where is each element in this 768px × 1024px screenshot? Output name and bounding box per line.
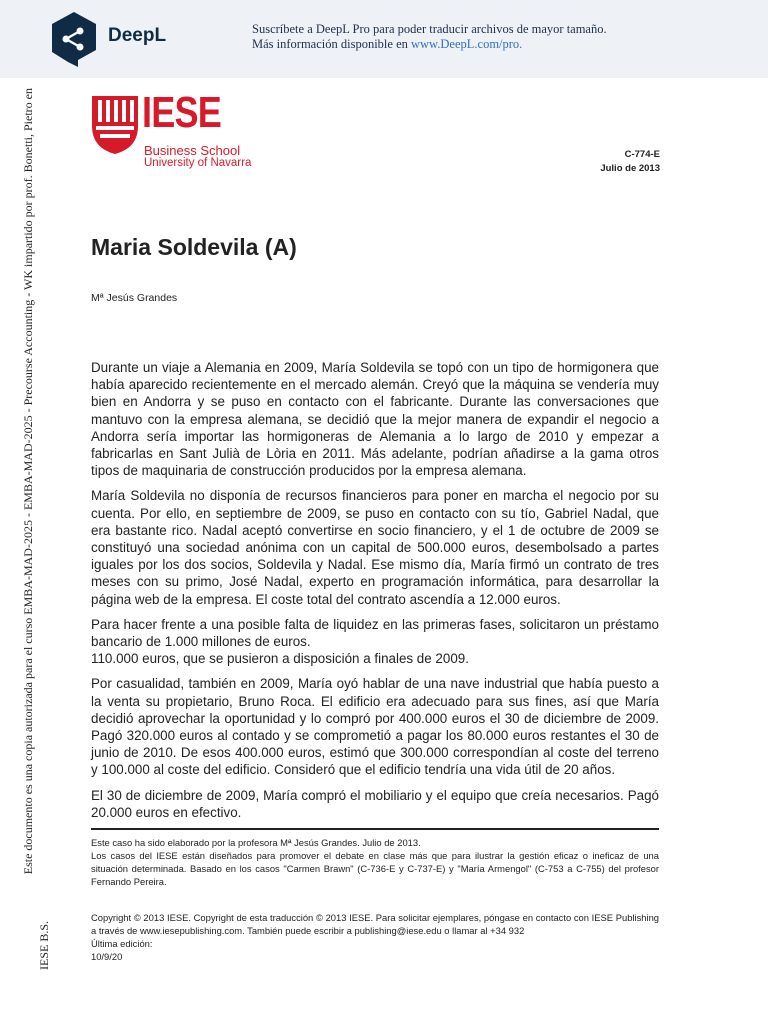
deepl-brand-name: DeepL	[108, 25, 167, 46]
deepl-logo-icon[interactable]	[48, 10, 100, 68]
footnote	[91, 836, 659, 888]
deepl-banner	[0, 0, 768, 78]
copyright-block	[91, 911, 659, 963]
footnote-divider	[91, 828, 659, 830]
document-title: Maria Soldevila (A)	[91, 234, 297, 260]
paragraph-5: Por casualidad, también en 2009, María oyó hablar de una nave industrial que había puesto a la venta su propietario, Bruno Roca. El edificio era adecuado para sus fines, así que María decidió aprovechar la oportunidad y lo compró por 400.000 euros el 30 de diciembre de 2009. Pagó 320.000 euros al contado y se comprometió a pagar los 80.000 euros restantes el 30 de junio de 2010. De esos 400.000 euros, estimó que 300.000 correspondían al coste del terreno y 100.000 al coste del edificio. Consideró que el edificio tendría una vida útil de 20 años.	[91, 676, 659, 778]
deepl-banner-message	[252, 22, 607, 52]
case-date: Julio de 2013	[600, 163, 660, 174]
iese-business-school: Business School	[144, 143, 241, 158]
iese-shield-icon	[92, 96, 138, 154]
side-watermark-text	[20, 88, 54, 970]
paragraph-3: Para hacer frente a una posible falta de liquidez en las primeras fases, solicitaron un préstamo bancario de 1.000 millones de euros.	[91, 616, 659, 650]
banner-line-1: Suscríbete a DeepL Pro para poder traducir archivos de mayor tamaño.	[252, 22, 607, 36]
iese-university: University of Navarra	[144, 157, 252, 169]
watermark-line-1: Este documento es una copia autorizada para el curso EMBA-MAD-2025 - EMBA-MAD-2025 - Precourse Accounting - WK impartido por prof. Bonetti, Pietro en	[21, 88, 35, 875]
paragraph-1: Durante un viaje a Alemania en 2009, María Soldevila se topó con un tipo de hormigonera que había aparecido recientemente en el mercado alemán. Creyó que la máquina se vendería muy bien en Andorra y se puso en contacto con el fabricante. Durante las conversaciones que mantuvo con la empresa alemana, se decidió que la mejor manera de expandir el negocio a Andorra sería importar las hormigoneras de Alemania a lo largo de 2010 y empezar a fabricarlas en Sant Julià de Lòria en 2011. Más adelante, podrían añadirse a la gama otros tipos de maquinaria de construcción producidos por la empresa alemana.	[91, 360, 659, 479]
iese-logo	[92, 88, 252, 174]
side-watermark	[20, 88, 54, 970]
banner-line-2-prefix: Más información disponible en	[252, 37, 411, 51]
case-reference	[600, 148, 660, 176]
watermark-line-2: IESE B.S.	[37, 920, 51, 970]
paragraph-2: María Soldevila no disponía de recursos financieros para poner en marcha el negocio por su cuenta. Por ello, en septiembre de 2009, se puso en contacto con su tío, Gabriel Nadal, que era bastante rico. Nadal aceptó convertirse en socio financiero, y el 1 de octubre de 2009 se constituyó una sociedad anónima con un capital de 500.000 euros, desembolsado a partes iguales por los dos socios, Soldevila y Nadal. Ese mismo día, María firmó un contrato de tres meses con su primo, José Nadal, experto en programación informática, para desarrollar la página web de la empresa. El coste total del contrato ascendía a 12.000 euros.	[91, 488, 659, 607]
banner-line-2	[252, 37, 607, 52]
paragraph-6: El 30 de diciembre de 2009, María compró el mobiliario y el equipo que creía necesarios. Pagó 20.000 euros en efectivo.	[91, 787, 659, 820]
edition-date: 10/9/20	[91, 951, 123, 962]
paragraph-4: 110.000 euros, que se pusieron a disposición a finales de 2009.	[91, 651, 469, 667]
deepl-pro-link[interactable]: www.DeepL.com/pro.	[411, 37, 523, 51]
case-code: C-774-E	[624, 149, 660, 160]
footnote-line-1: Este caso ha sido elaborado por la profesora Mª Jesús Grandes. Julio de 2013.	[91, 837, 421, 848]
document-author: Mª Jesús Grandes	[91, 292, 178, 304]
footnote-line-2: Los casos del IESE están diseñados para promover el debate en clase más que para ilustrar la gestión eficaz o ineficaz de una situación determinada. Basado en los casos "Carmen Brawn" (C-736-E y C-737-E) y "María Armengol" (C-753 a C-755) del profesor Fernando Pereira.	[91, 850, 659, 887]
edition-label: Última edición:	[91, 938, 153, 949]
iese-wordmark: IESE	[142, 88, 221, 137]
document-body	[91, 359, 659, 829]
copyright-text: Copyright © 2013 IESE. Copyright de esta traducción © 2013 IESE. Para solicitar ejemplares, póngase en contacto con IESE Publishing a través de www.iesepublishing.com. También puede escribir a publishing@iese.edu o llamar al +34 932	[91, 912, 659, 936]
